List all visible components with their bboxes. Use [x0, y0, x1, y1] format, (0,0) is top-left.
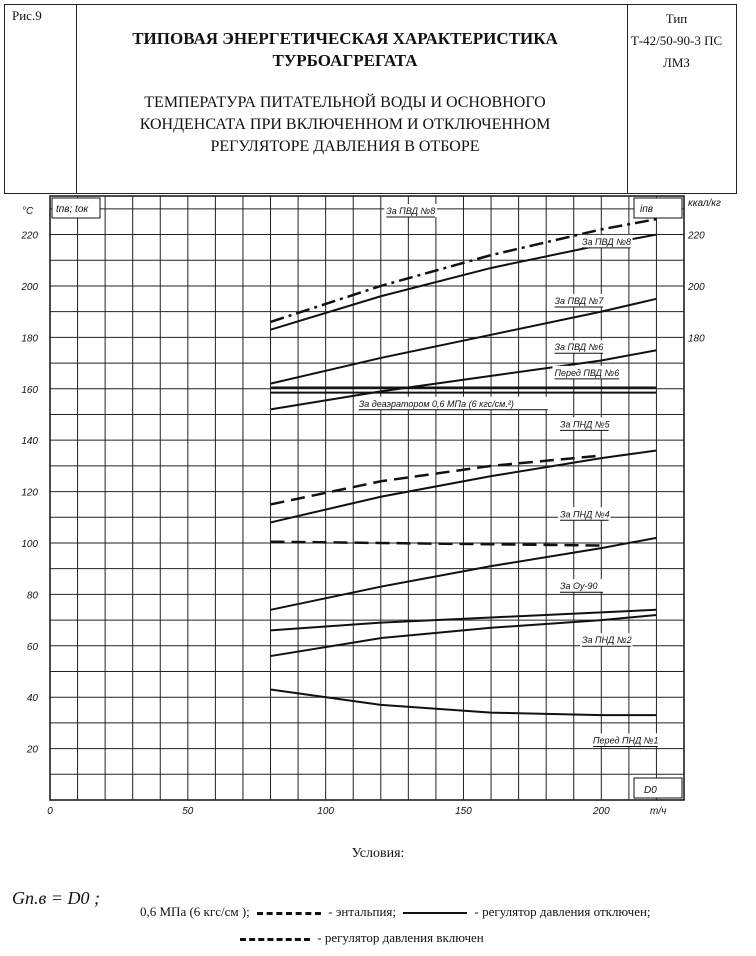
y-tick-label: 40	[26, 693, 38, 705]
y-unit-left: °C	[22, 206, 34, 217]
series-label: За ПВД №7	[554, 295, 604, 306]
subtitle-line-3: РЕГУЛЯТОРЕ ДАВЛЕНИЯ В ОТБОРЕ	[210, 138, 480, 155]
y-tick-label: 200	[21, 281, 38, 293]
right-tick-label: 180	[688, 333, 705, 345]
legend-on: - регулятор давления включен	[317, 930, 484, 945]
series-label: За ПНД №4	[559, 509, 610, 520]
legend-row-1	[140, 904, 651, 920]
title-line-2: ТУРБОАГРЕГАТА	[272, 51, 418, 70]
conditions-label: Условия:	[351, 846, 405, 861]
manufacturer: ЛМЗ	[663, 55, 690, 70]
legend-off: - регулятор давления отключен;	[474, 904, 651, 919]
y-tick-label: 140	[21, 436, 38, 448]
series-label: Перед ПНД №1	[593, 735, 659, 746]
plot-frame	[50, 196, 684, 800]
y-tick-label: 120	[21, 487, 38, 499]
y-label-left: tпв; tок	[56, 204, 89, 215]
y-tick-label: 160	[21, 384, 38, 396]
pressure-text: 0,6 МПа (6 кгс/см );	[140, 904, 250, 919]
legend-dashdot-swatch	[257, 912, 321, 915]
type-label: Тип	[665, 11, 688, 26]
x-tick-label: 50	[182, 806, 194, 817]
x-tick-label: 100	[317, 806, 334, 817]
legend-solid-swatch	[403, 912, 467, 914]
figure-label: Рис.9	[12, 8, 42, 23]
legend-dash-swatch	[240, 938, 310, 941]
x-unit: т/ч	[650, 806, 667, 817]
series-label: За ПВД №8	[386, 205, 436, 216]
series-label: За ПНД №5	[559, 419, 610, 430]
x-label-box	[634, 778, 682, 798]
y-unit-right: ккал/кг	[688, 198, 721, 209]
x-tick-label: 200	[592, 806, 610, 817]
type-value: Т-42/50-90-3 ПС	[630, 33, 723, 48]
series-label: За деаэратором 0,6 МПа (6 кгс/см.²)	[358, 398, 514, 409]
y-tick-label: 100	[21, 538, 38, 550]
right-tick-label: 200	[688, 281, 705, 293]
y-tick-label: 20	[26, 744, 38, 756]
y-tick-label: 60	[26, 641, 38, 653]
subtitle-line-2: КОНДЕНСАТА ПРИ ВКЛЮЧЕННОМ И ОТКЛЮЧЕННОМ	[139, 116, 551, 133]
legend-row-2	[236, 930, 484, 946]
y-tick-label: 220	[21, 230, 38, 242]
x-tick-label: 0	[47, 806, 53, 817]
series-label: За ПНД №2	[582, 635, 632, 646]
subtitle-line-1: ТЕМПЕРАТУРА ПИТАТЕЛЬНОЙ ВОДЫ И ОСНОВНОГО	[144, 94, 546, 111]
series-label: Перед ПВД №6	[554, 367, 620, 378]
title-line-1: ТИПОВАЯ ЭНЕРГЕТИЧЕСКАЯ ХАРАКТЕРИСТИКА	[132, 29, 558, 48]
y-tick-label: 80	[26, 590, 38, 602]
x-tick-label: 150	[455, 806, 472, 817]
y-tick-label: 180	[21, 333, 38, 345]
y-label-right: iпв	[640, 204, 653, 215]
legend-enthalpy: - энтальпия;	[328, 904, 397, 919]
series-label: За ПВД №8	[582, 236, 631, 247]
series-label: За Оу-90	[559, 581, 598, 592]
right-tick-label: 220	[688, 230, 705, 242]
x-label: D0	[644, 785, 657, 796]
formula: Gп.в = D0 ;	[12, 888, 100, 908]
series-label: За ПВД №6	[554, 342, 604, 353]
